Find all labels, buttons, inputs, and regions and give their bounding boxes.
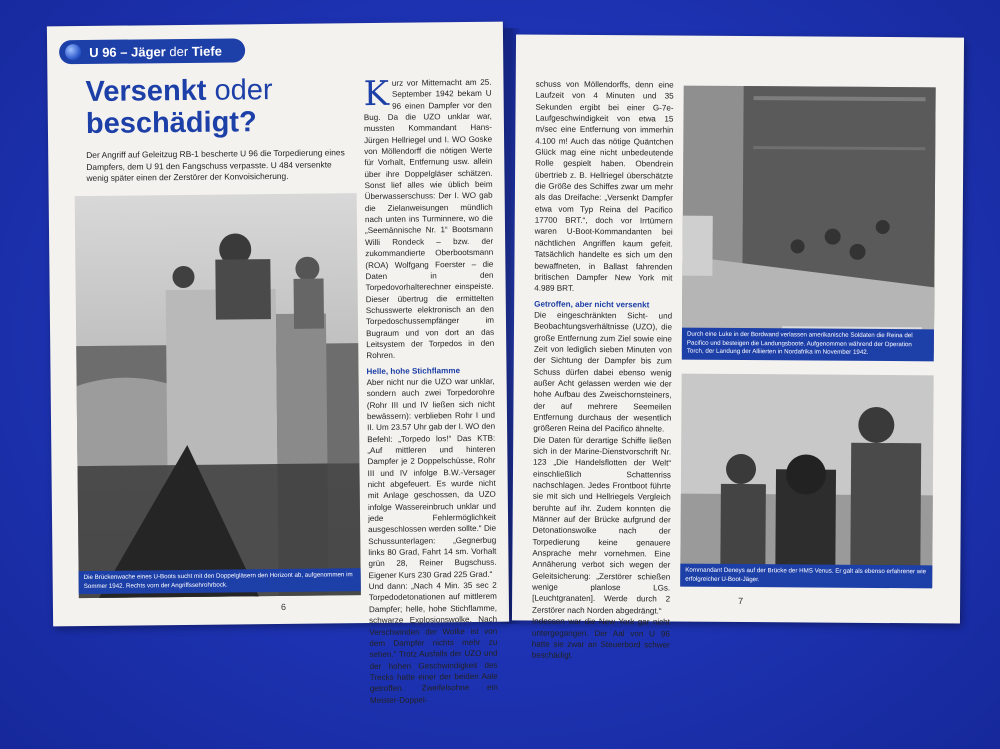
- right-magazine-page: [512, 34, 964, 661]
- article-intro: Der Angriff auf Geleitzug RB-1 bescherte U 96 die Torpedierung eines Dampfers, dem U 91 den Fangschuss verpasste. U 484 versenkte wenig später einen der Zerstörer der Konvoisicherung.: [86, 147, 345, 183]
- top-right-photo-caption: Durch eine Luke in der Bordwand verlassen amerikanische Soldaten die Reina del Pacifico und besteigen die Landungsboote. Aufgenommen während der Operation Torch, der Landung der Alliierten in Nordafrika im November 1942.: [682, 328, 934, 361]
- left-photo-caption: Die Brückenwache eines U-Boots sucht mit den Doppelgläsern den Horizont ab, aufgenommen im Sommer 1942. Rechts vorn der Angriffssehrohrbock.: [79, 568, 361, 594]
- page-number-right: 7: [738, 596, 744, 607]
- right-text-column: schuss von Möllendorffs, denn eine Laufzeit von 4 Minuten und 35 Sekunden ergibt bei einer G-7e-Laufgeschwindigkeit von etwa 15 m/sec eine Entfernung von immerhin 4.100 m! Auch das nötige Quäntchen Glück mag eine nicht unbedeutende Rolle gespielt haben. Obendrein übertrieb z. B. Hellriegel überschätzte die Größe des Schiffes zwar um mehr als das Dreifache: „Versenkt Dampfer etwa vom Typ Reina del Pacifico 17700 BRT.“, doch vor Irrtümern waren U-Boot-Kommandanten bei nächtlichen Angriffen kaum gefeit. Tatsächlich handelte es sich um den bewaffneten, in Ballast fahrenden britischen Dampfer New York mit 4.989 BRT. Getroffen, aber nicht versenkt Die eingeschränkten Sicht- und Beobachtungsverhältnisse (UZO), die große Entfernung zum Ziel sowie eine Zeit von lediglich sieben Minuten von der Sichtung der Dampfer bis zum Schuss dürfen dabei ebenso wenig außer Acht gelassen werden wie der hohe Aufbau des Zweischornsteiners, der auf mehrere Seemeilen Entfernung durchaus der wesentlich größeren Reina del Pacifico ähnelte. Die Daten für derartige Schiffe ließen sich in der Marine-Dienstvorschrift Nr. 123 „Die Handelsflotten der Welt“ einschließlich Schattenriss nachschlagen. Jedes Frontboot führte sie mit sich und Hellriegels Vergleich beruhte auf ihr. Zudem konnten die Männer auf der Brücke aufgrund der Detonationswolke nach der Torpedierung keine genauere Ansprache mehr vornehmen. Eine Annäherung verbot sich wegen der Geleitsicherung: „Zerstörer schießen wenige planlose LGs. [Leuchtgranaten]. Werde durch 2 Zerstörer nach Norden abgedrängt.“ Indessen war die New York gar nicht untergegangen. Der Aal von U 96 hatte sie zwar an Steuerbord schwer beschädigt.: [531, 79, 674, 661]
- left-text-column: Kurz vor Mitternacht am 25. September 1942 bekam U 96 einen Dampfer vor den Bug. Da die UZO unklar war, mussten Kommandant Hans-Jürgen Hellriegel und I. WO Goske von Möllendorff die nötigen Werte für Vorhalt, Entfernung usw. allein über ihre Doppelgläser schätzen. Sonst lief alles wie üblich beim Überwasserschuss: Der I. WO gab die Zielanweisungen mündlich nach unten ins Turminnere, wo die „Seemännische Nr. 1“ Bootsmann Willi Rondeck – bzw. der zukommandierte Oberbootsmann (ROA) Wolfgang Foerster – die Daten in den Torpedovorhalterechner einspeiste. Dieser übertrug die ermittelten Schusswerte elektronisch an den Torpedoschussempfänger im Bugraum und von dort an das Leitsystem der Torpedos in den Rohren. Helle, hohe Stichflamme Aber nicht nur die UZO war unklar, sondern auch zwei Torpedorohre (Rohr III und IV ließen sich nicht bewässern): verblieben Rohr I und II. Um 23.57 Uhr gab der I. WO den Befehl: „Torpedo los!“ Das KTB: „Auf mittleren und hinteren Dampfer je 2 Doppelschüsse, Rohr III und IV infolge B.W.-Versager nicht abgefeuert. Es wurde nicht mit Anlage geschossen, da UZO infolge Wassereinbruch unklar und jede Fehlermöglichkeit ausgeschlossen werden sollte.“ Die Schussunterlagen: „Gegnerbug links 80 Grad, Fahrt 14 sm. Vorhalt grün 28, Reiner Bugschuss. Eigener Kurs 230 Grad 225 Grad.“ Und dann: „Nach 4 Min. 35 sec 2 Torpedodetonationen auf mittlerem Dampfer; helle, hohe Stichflamme, schwarze Explosionswolke. Nach Verschwinden der Wolke ist von dem Dampfer nichts mehr zu sehen.“ Trotz Ausfalls der UZO und der hohen Geschwindigkeit des Trecks hatte einer der beiden Aale getroffen. Zweifelsohne ein Meister-Doppel-: [363, 73, 498, 705]
- subheading-helle-hohe-stichflamme: Helle, hohe Stichflamme: [366, 365, 461, 376]
- subheading-getroffen-aber-nicht-versenkt: Getroffen, aber nicht versenkt: [534, 299, 650, 309]
- bottom-right-photo-caption: Kommandant Deneys auf der Brücke der HMS Venus. Er galt als ebenso erfahrener wie erfolgreicher U-Boot-Jäger.: [680, 564, 932, 589]
- page-number-left: 6: [280, 601, 287, 612]
- drop-cap: K: [363, 73, 390, 115]
- series-label: U 96 – Jäger der Tiefe: [89, 43, 222, 60]
- series-label-bar: [59, 38, 245, 64]
- article-headline: Versenkt oder beschädigt?: [85, 74, 273, 140]
- globe-icon: [65, 44, 81, 60]
- troops-landing-photo: [682, 86, 936, 354]
- left-magazine-page: [47, 22, 509, 705]
- commander-bridge-photo: [680, 374, 933, 588]
- uboat-bridge-photo: [75, 193, 361, 598]
